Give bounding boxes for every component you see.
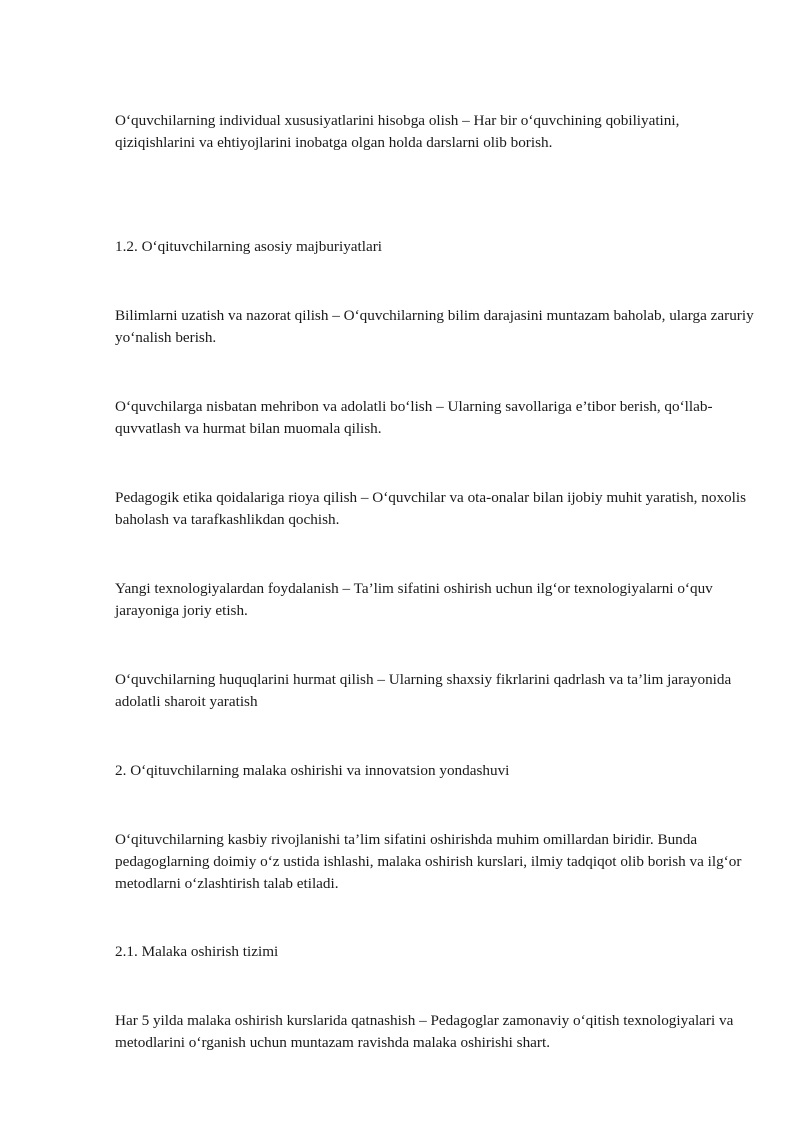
- paragraph-professional-development: O‘qituvchilarning kasbiy rivojlanishi ta’lim sifatini oshirishda muhim omillardan biridir. Bunda pedagoglarning doimiy o‘z ustida ishlashi, malaka oshirish kurslari, ilmiy tadqiqot olib borish va ilg‘or metodlarni o‘zlashtirish talab etiladi.: [115, 831, 742, 892]
- section-heading-1-2: 1.2. O‘qituvchilarning asosiy majburiyatlari: [115, 238, 382, 255]
- section-heading-2: 2. O‘qituvchilarning malaka oshirishi va innovatsion yondashuvi: [115, 762, 510, 779]
- paragraph-knowledge-control: Bilimlarni uzatish va nazorat qilish – O‘quvchilarning bilim darajasini muntazam baholab, ularga zaruriy yo‘nalish berish.: [115, 307, 754, 346]
- paragraph-new-technologies: Yangi texnologiyalardan foydalanish – Ta’lim sifatini oshirish uchun ilg‘or texnologiyalarni o‘quv jarayoniga joriy etish.: [115, 580, 713, 619]
- paragraph-five-year-courses: Har 5 yilda malaka oshirish kurslarida qatnashish – Pedagoglar zamonaviy o‘qitish texnologiyalari va metodlarini o‘rganish uchun muntazam ravishda malaka oshirishi shart.: [115, 1012, 734, 1051]
- paragraph-student-rights: O‘quvchilarning huquqlarini hurmat qilish – Ularning shaxsiy fikrlarini qadrlash va ta’lim jarayonida adolatli sharoit yaratish: [115, 671, 732, 710]
- paragraph-individual-needs: O‘quvchilarning individual xususiyatlarini hisobga olish – Har bir o‘quvchining qobiliyatini, qiziqishlarini va ehtiyojlarini inobatga olgan holda darslarni olib borish.: [115, 112, 680, 151]
- section-heading-2-1: 2.1. Malaka oshirish tizimi: [115, 943, 279, 960]
- paragraph-kindness-fairness: O‘quvchilarga nisbatan mehribon va adolatli bo‘lish – Ularning savollariga e’tibor berish, qo‘llab-quvvatlash va hurmat bilan muomala qilish.: [115, 398, 713, 437]
- paragraph-pedagogical-ethics: Pedagogik etika qoidalariga rioya qilish – O‘quvchilar va ota-onalar bilan ijobiy muhit yaratish, noxolis baholash va tarafkashlikdan qochish.: [115, 489, 746, 528]
